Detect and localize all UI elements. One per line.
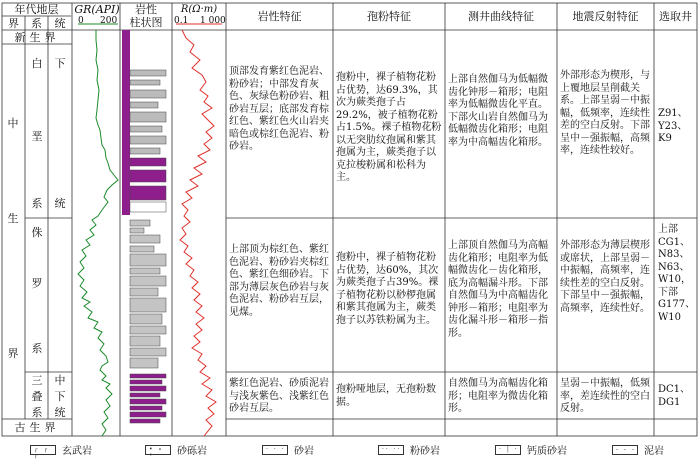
triassic-tong-1: 中 xyxy=(54,374,66,387)
row2-wells: 上部CG1、N83、N63、W10，下部G177、W10 xyxy=(658,224,696,323)
legend-calcareous-sandstone-label: 钙质砂岩 xyxy=(527,446,567,457)
r-curve xyxy=(180,30,216,436)
row1-log: 上部自然伽马为低幅微齿化钟形－箱形；电阻率为低幅微齿化平直。下部火山岩自然伽马为低幅微齿化箱形；电阻率为中高幅齿化箱形。 xyxy=(448,74,548,148)
r-curve-track xyxy=(172,30,226,436)
baie-char-3: 系 xyxy=(31,197,43,210)
baie-tong: 统 xyxy=(54,197,66,210)
row2-seismic: 外部形态为薄层楔形或席状，上部呈弱－中振幅，高频率，连续性差的空白反射。下部呈中－强振幅，高频率，连续性好。 xyxy=(560,240,650,314)
col-spore: 孢粉特征 xyxy=(367,10,411,23)
baie-char-1: 白 xyxy=(31,57,43,70)
gr-max: 200 xyxy=(100,16,118,26)
col-xi: 系 xyxy=(31,17,42,30)
xinsheng-label: 新生界 xyxy=(14,31,60,44)
row1-spore: 孢粉中，裸子植物花粉占优势，达69.3%，其次为蕨类孢子占29.2%，被子植物花粉占1.5%。裸子植物花粉以无突肋纹孢属和紫其孢属为主，蕨类孢子以克拉梭粉属和松科为主。 xyxy=(336,72,442,183)
row1-seismic: 外部形态为楔形，与上覆地层呈削截关系。上部呈弱－中振幅，低频率，连续性差的空白反射。下部呈中－强振幅，高频率，连续性较好。 xyxy=(560,70,650,156)
gr-min: 0 xyxy=(78,16,84,26)
litho-purple-layers xyxy=(130,158,166,200)
legend-conglomerate-label: 砂砾岩 xyxy=(177,446,207,457)
calcareous-sandstone-swatch: · | · xyxy=(495,445,521,455)
baie-xia: 下 xyxy=(54,57,66,70)
baie-char-2: 垩 xyxy=(31,130,43,143)
gr-curve xyxy=(78,30,118,436)
legend-mudstone xyxy=(612,442,664,457)
lithology-column xyxy=(120,30,172,436)
litho-basalt-upper xyxy=(122,30,130,215)
gusheng-label: 古生界 xyxy=(14,421,60,434)
litho-sand-layers xyxy=(130,70,166,154)
r-label: R(Ω·m) xyxy=(180,4,218,15)
triassic-char-1: 三 xyxy=(31,374,43,387)
col-seismic: 地震反射特征 xyxy=(572,10,639,23)
triassic-char-3: 系 xyxy=(31,406,43,419)
jurassic-char-3: 系 xyxy=(31,342,43,355)
row2-log: 上部顶自然伽马为高幅齿化箱形；电阻率为低幅微齿化－齿化箱形，底为高幅漏斗形。下部自然伽马为中高幅齿化钟形－箱形；电阻率为齿化漏斗形－箱形－指形。 xyxy=(448,240,548,339)
basalt-swatch: ┌ ┌ ┌ xyxy=(30,445,56,455)
mudstone-swatch: - - - xyxy=(612,445,638,455)
litho-label-2: 柱状图 xyxy=(129,16,163,29)
zhongsheng-char-3: 界 xyxy=(7,347,19,360)
siltstone-swatch: ·· ·· xyxy=(378,445,404,455)
row3-wells: DC1、DG1 xyxy=(658,384,691,408)
jurassic-char-1: 侏 xyxy=(31,226,43,239)
triassic-tong-2: 下 xyxy=(54,390,66,403)
row3-log: 自然伽马为高幅齿化箱形；电阻率为微齿化箱形。 xyxy=(448,378,548,414)
row2-litho: 上部顶为棕红色、紫红色泥岩、粉砂岩夹棕红色、紫红色细砂岩。下部为薄层灰色砂岩与灰色泥岩、粉砂岩互层，见煤。 xyxy=(229,244,329,318)
row3-spore: 孢粉哑地层，无孢粉数据。 xyxy=(336,384,436,408)
sandstone-swatch: · · · xyxy=(262,445,288,455)
triassic-tong-3: 统 xyxy=(54,406,66,419)
col-tong: 统 xyxy=(54,17,66,30)
legend-basalt xyxy=(30,442,92,457)
litho-white-gap xyxy=(130,202,166,212)
triassic-char-2: 叠 xyxy=(31,390,43,403)
col-well: 选取井 xyxy=(659,10,692,23)
legend-basalt-label: 玄武岩 xyxy=(62,446,92,457)
litho-label-1: 岩性 xyxy=(135,3,157,16)
r-min: 0.1 xyxy=(174,16,189,26)
zhongsheng-char-2: 生 xyxy=(7,212,19,225)
legend-sandstone xyxy=(262,442,314,457)
zhongsheng-char-1: 中 xyxy=(7,117,19,130)
row2-spore: 孢粉中，裸子植物花粉占优势，达60%，其次为蕨类孢子占39%。裸子植物花粉以桫椤孢属和紫其孢属为主，蕨类孢子以苏铁粉属为主。 xyxy=(336,252,439,326)
col-jie: 界 xyxy=(8,17,19,30)
r-max: 1 000 xyxy=(200,16,226,26)
litho-jurassic-layers xyxy=(130,220,166,368)
legend-siltstone xyxy=(378,442,440,457)
col-log: 测井曲线特征 xyxy=(468,10,534,23)
legend-calcareous-sandstone xyxy=(495,442,567,457)
legend-siltstone-label: 粉砂岩 xyxy=(410,446,440,457)
row3-seismic: 呈弱－中振幅，低频率，差连续性的空白反射。 xyxy=(560,378,650,414)
row3-litho: 紫红色泥岩、砂质泥岩与浅灰紫色、浅紫红色砂岩互层。 xyxy=(229,378,329,414)
conglomerate-swatch: • ∘ • xyxy=(145,445,171,455)
legend-sandstone-label: 砂岩 xyxy=(294,446,314,457)
era-title: 年代地层 xyxy=(14,3,59,16)
row1-litho: 顶部发育紫红色泥岩、粉砂岩；中部发育灰色、灰绿色粉砂岩、粗砂岩互层；底部发育棕红色、紫红色火山岩夹暗色或棕红色泥岩、粉砂岩。 xyxy=(229,66,329,152)
legend-mudstone-label: 泥岩 xyxy=(644,446,664,457)
litho-triassic-layers xyxy=(130,374,166,423)
gr-curve-track xyxy=(72,30,120,436)
jurassic-char-2: 罗 xyxy=(31,277,43,290)
col-litho: 岩性特征 xyxy=(257,10,302,23)
legend-conglomerate xyxy=(145,442,207,457)
gr-label: GR(API) xyxy=(74,3,120,16)
row1-wells: Z91、Y23、K9 xyxy=(658,108,688,144)
